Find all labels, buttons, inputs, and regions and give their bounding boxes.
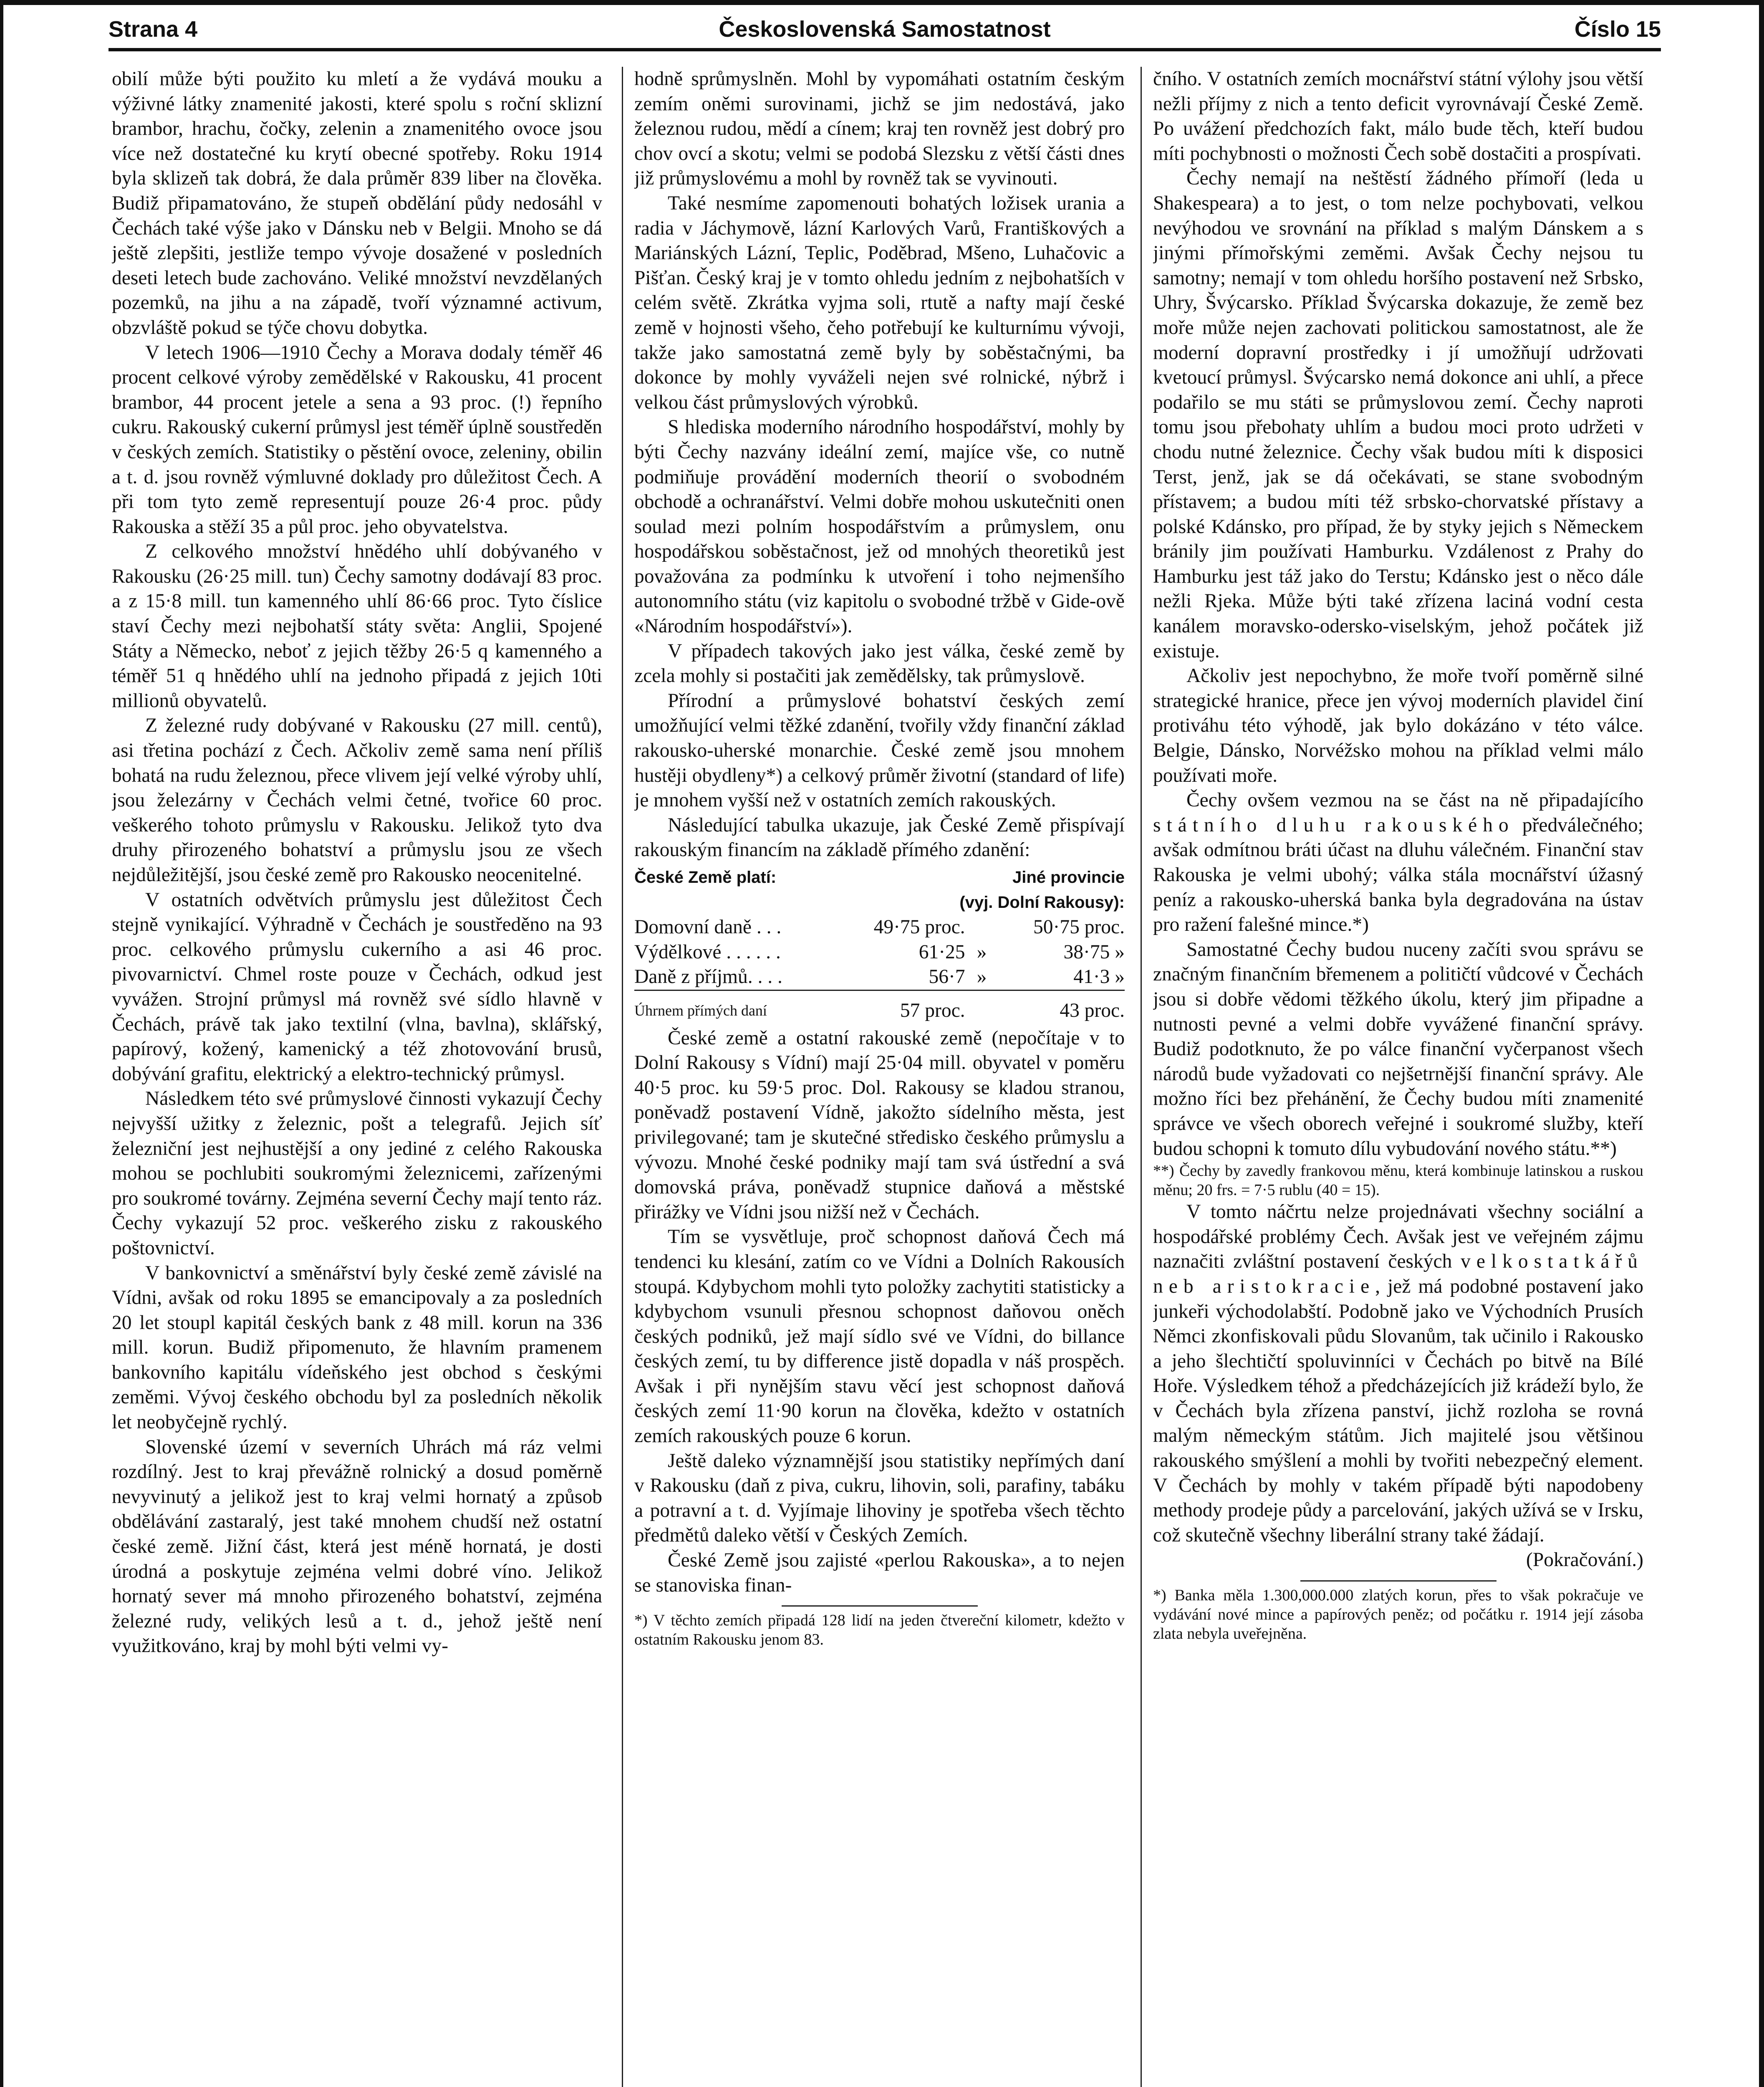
footnote: **) Čechy by zavedly frankovou měnu, která kombinuje latinskou a ruskou měnu; 20 frs. = 7·5 rublu (40 = 15). bbox=[1153, 1162, 1643, 1199]
paragraph: čního. V ostatních zemích mocnářství státní výlohy jsou větší nežli příjmy z nich a tento deficit vyrovnávají České Země. Po uvážení předchozích fakt, málo bude těch, kteří budou míti pochybnosti o možnosti Čech sobě dostačiti a prospívati. bbox=[1153, 68, 1643, 164]
column-1 bbox=[112, 67, 602, 2087]
column-divider bbox=[1141, 67, 1142, 2087]
header-rule bbox=[109, 48, 1661, 51]
paragraph: Přírodní a průmyslové bohatství českých zemí umožňující velmi těžké zdanění, tvořily vždy finanční základ rakousko-uherské monarchie. České země jsou mnohem hustěji obydleny*) a celkový průměr životní (standard of life) je mnohem vyšší než v ostatních zemích rakouských. bbox=[634, 690, 1125, 811]
paragraph bbox=[1153, 788, 1643, 937]
paragraph: Následkem této své průmyslové činnosti vykazují Čechy nejvyšší užitky z železnic, pošt a telegrafů. Jejich síť železniční jest nejhustější a ony jediné z celého Rakouska mohou se pochlubiti soukromými železnicemi, zařízenými pro soukromé továrny. Zejména severní Čechy mají tento ráz. Čechy vykazují 52 proc. veškerého zisku z rakouského poštovnictví. bbox=[112, 1088, 602, 1259]
table-cell: 49·75 proc. bbox=[873, 916, 965, 938]
paragraph: Ačkoliv jest nepochybno, že moře tvoří poměrně silné strategické hranice, přece jen vývoj moderních plavidel činí protiváhu této výhodě, jak bylo dokázáno v této válce. Belgie, Dánsko, Norvéžsko mohou na příklad velmi málo používati moře. bbox=[1153, 665, 1643, 786]
text-run: V tomto náčrtu nelze projednávati všechny sociální a hospodářské problémy Čech. Avšak jest ve veřejném zájmu naznačiti zvláštní postavení českých bbox=[1153, 1201, 1643, 1273]
footnote: *) Banka měla 1.300,000.000 zlatých korun, přes to však pokračuje ve vydávání nové mince a papírových peněz; od počátku r. 1914 její zásoba zlata nebyla uveřejněna. bbox=[1153, 1587, 1643, 1643]
paragraph: Také nesmíme zapomenouti bohatých ložisek urania a radia v Jáchymově, lázní Karlových Varů, Františkových a Mariánských Lázní, Teplic, Poděbrad, Mšeno, Luhačovic a Pišťan. Český kraj je v tomto ohledu jedním z nejbohatších v celém světě. Zkrátka vyjma soli, rtutě a nafty mají české země v hojnosti všeho, čeho potřebují ke kulturnímu vývoji, takže jako samostatná země byly by soběstačnými, ba dokonce by mohly vyváželi nejen své rolnické, nýbrž i velkou část průmyslových výrobků. bbox=[634, 192, 1125, 413]
paragraph: Následující tabulka ukazuje, jak České Země přispívají rakouským financím na základě přímého zdanění: bbox=[634, 814, 1125, 861]
paragraph: Z železné rudy dobývané v Rakousku (27 mill. centů), asi třetina pochází z Čech. Ačkoliv země sama není příliš bohatá na rudu železnou, přece vlivem její velké výroby uhlí, jsou železárny v Čechách velmi četné, tvořice 60 proc. veškerého tohoto průmyslu v Rakousku. Jelikož tyto dva druhy přirozeného bohatství a průmyslu jsou ze všech nejdůležitější, jsou české země pro Rakousko neocenitelné. bbox=[112, 715, 602, 886]
page-number: Strana 4 bbox=[109, 17, 198, 42]
table-row bbox=[634, 940, 1125, 965]
table-row bbox=[634, 915, 1125, 940]
table-header: Jiné provincie bbox=[1012, 868, 1125, 887]
paragraph: Tím se vysvětluje, proč schopnost daňová Čech má tendenci ku klesání, zatím co ve Vídni a Dolních Rakousích stoupá. Kdybychom mohli tyto položky zachytiti statisticky a kdybychom vsunuli přesnou schopnost daňovou oněch českých podniků, jež mají sídlo své ve Vídni, do billance českých zemí, tu by difference jistě dopadla v náš prospěch. Avšak i při nynějším stavu věcí jest schopnost daňová českých zemí 11·90 korun na člověka, kdežto v ostatních zemích rakouských pouze 6 korun. bbox=[634, 1226, 1125, 1447]
table-cell: 50·75 proc. bbox=[1033, 916, 1125, 938]
table-header-row bbox=[634, 890, 1125, 915]
page-header bbox=[109, 13, 1661, 46]
text-run: předválečného; avšak odmítnou bráti účast na dluhu válečném. Finanční stav Rakouska je velmi ubohý; válka stála mocnářství úžasný peníz a rakousko-uherská banka byla degradována na ústav pro ražení falešné mince.*) bbox=[1153, 814, 1643, 936]
table-cell: Daně z příjmů. . . . bbox=[634, 966, 782, 988]
top-border bbox=[0, 0, 1764, 5]
paragraph: V případech takových jako jest válka, české země by zcela mohly si postačiti jak zemědělsky, tak průmyslově. bbox=[634, 640, 1125, 687]
table-cell: 56·7 bbox=[929, 966, 965, 988]
paragraph: Čechy nemají na neštěstí žádného přímoří (leda u Shakespeara) a to jest, o tom nelze pochybovati, velkou nevýhodou ve srovnání na příklad s malým Dánskem a s jinými přímořskými zeměmi. Avšak Čechy nejsou tu samotny; nemají v tom ohledu horšího postavení než Srbsko, Uhry, Švýcarsko. Příklad Švýcarska dokazuje, že země bez moře může nejen zachovati politickou samostatnost, ale že moderní dopravní prostředky i jí umožňují udržovati kvetoucí průmysl. Švýcarsko nemá dokonce ani uhlí, a přece podařilo se mu státi se průmyslovou zemí. Čechy naproti tomu jsou přebohaty uhlím a budou moci proto udržeti v chodu nutné železnice. Čechy však budou míti k disposici Terst, jenž, jak se dá očekávati, se stane svobodným přístavem; a budou míti též srbsko-chorvatské přístavy a polské Kdánsko, pro případ, že by styky jejich s Německem bránily jim používati Hamburku. Vzdálenost z Prahy do Hamburku jest táž jako do Terstu; Kdánsko jest o něco dále nežli Rjeka. Může býti také zřízena laciná vodní cesta kanálem moravsko-odersko-viselským, jehož počátek již existuje. bbox=[1153, 167, 1643, 662]
continuation-note: (Pokračování.) bbox=[1526, 1549, 1643, 1571]
paragraph: České země a ostatní rakouské země (nepočítaje v to Dolní Rakousy s Vídní) mají 25·04 mill. obyvatel v poměru 40·5 proc. ku 59·5 proc. Dol. Rakousy se kladou stranou, poněvadž postavení Vídně, jakožto sídelního města, jest privilegované; tam je skutečné středisko českého průmyslu a vývozu. Mnohé české podniky mají tam svá ústřední a svá domovská práva, poněvadž stupnice daňová a městské přirážky ve Vídni jsou nižší než v Čechách. bbox=[634, 1027, 1125, 1223]
table-cell: 38·75 » bbox=[1063, 941, 1125, 963]
text-run: , jež má podobné postavení jako junkeři východolabští. Podobně jako ve Východních Prusích Němci zkonfiskovali půdu Slovanům, tak učinilo i Rakousko a jeho šlechtičtí spoluvinníci v Čechách po bitvě na Bílé Hoře. Výsledkem téhož a předcházejících již krádeží bylo, že v Čechách byla zřízena panství, jichž rozloha se rovná malým německým státům. Jich majitelé jsou většinou rakouského smýšlení a mohli by tvořiti nebezpečný element. V Čechách by mohly v takém případě býti napodobeny methody prodeje půdy a parcelování, jakých užívá se v Irsku, což skutečně všechny liberální strany také žádají. bbox=[1153, 1275, 1643, 1546]
paragraph: V letech 1906—1910 Čechy a Morava dodaly téměř 46 procent celkové výroby zemědělské v Rakousku, 41 procent brambor, 44 procent jetele a sena a 93 proc. (!) řepního cukru. Rakouský cukerní průmysl jest téměř úplně soustředěn v českých zemích. Statistiky o pěstění ovoce, zeleniny, obilin a t. d. jsou rovněž výmluvné doklady pro důležitost Čech. A při tom tyto země representují pouze 26·4 proc. půdy Rakouska a stěží 35 a půl proc. jeho obyvatelstva. bbox=[112, 341, 602, 538]
footnote-rule bbox=[1300, 1580, 1496, 1582]
paragraph bbox=[1153, 1200, 1643, 1548]
footnote-rule bbox=[782, 1605, 978, 1607]
table-cell: Výdělkové . . . . . . bbox=[634, 941, 781, 963]
paragraph: Z celkového množství hnědého uhlí dobývaného v Rakousku (26·25 mill. tun) Čechy samotny dodávají 83 proc. a z 15·8 mill. tun kamenného uhlí 86·66 proc. Tyto číslice staví Čechy mezi nejbohatší státy světa: Anglii, Spojené Státy a Německo, neboť z jejich těžby 26·5 q kamenného a téměř 51 q hnědého uhlí na jednoho připadá z jejich 10ti millionů obyvatelů. bbox=[112, 541, 602, 712]
column-2 bbox=[634, 67, 1125, 2087]
column-divider bbox=[622, 67, 623, 2087]
table-cell: 57 proc. bbox=[839, 990, 965, 1023]
table-header-row bbox=[634, 865, 1125, 890]
table-header: České Země platí: bbox=[634, 868, 777, 887]
paragraph: V bankovnictví a směnářství byly české země závislé na Vídni, avšak od roku 1895 se emancipovaly a za posledních 20 let stoupl kapitál českých bank z 48 mill. korun na 336 mill. korun. Budiž připomenuto, že hlavním pramenem bankovního kapitálu vídeňského jest obchod s českými zeměmi. Vývoj českého obchodu byl za posledních několik let neobyčejně rychlý. bbox=[112, 1262, 602, 1433]
column-3 bbox=[1153, 67, 1643, 2087]
table-header: (vyj. Dolní Rakousy): bbox=[959, 893, 1125, 912]
paragraph: obilí může býti použito ku mletí a že vydává mouku a výživné látky znamenité jakosti, které spolu s roční sklizní brambor, hrachu, čočky, zelenin a znamenitého ovoce jsou více než dostatečné ku krytí obecné spotřeby. Roku 1914 byla sklizeň tak dobrá, že dala průměr 839 liber na člověka. Budiž připamatováno, že stupeň obdělání půdy nedosáhl v Čechách také výše jako v Dánsku neb v Belgii. Mnoho se dá ještě zlepšiti, jestliže tempo vývoje dosažené v posledních deseti letech bude zachováno. Veliké množství nevzdělaných pozemků, na jihu a na západě, tvoří významné activum, obzvláště pokud se týče chovu dobytka. bbox=[112, 68, 602, 339]
table-row bbox=[634, 965, 1125, 990]
spaced-text: velkostatkářů neb aristokracie bbox=[1153, 1251, 1643, 1297]
paragraph: Slovenské území v severních Uhrách má ráz velmi rozdílný. Jest to kraj převážně rolnický a dosud poměrně nevyvinutý a jelikož jest to kraj velmi hornatý a způsob obdělávání zastaralý, jest také mnohem chudší než ostatní české země. Jižní část, která jest méně hornatá, je dosti úrodná a poskytuje zejména velmi dobré víno. Jelikož hornatý sever má mnoho přirozeného bohatství, zejména železné rudy, velikých lesů a t. d., jehož ještě není využitkováno, kraj by mohl býti velmi vy- bbox=[112, 1436, 602, 1657]
tax-table bbox=[634, 865, 1125, 1023]
paragraph: S hlediska moderního národního hospodářství, mohly by býti Čechy nazvány ideální zemí, majíce vše, co nutně podmiňuje provádění moderních theorií o svobodném obchodě a ochranářství. Velmi dobře mohou uskutečniti onen soulad mezi polním hospodářstvím a průmyslem, onu hospodářskou soběstačnost, jež od mnohých theoretiků jest považována za podmínku k utvoření i toho nejmenšího autonomního státu (viz kapitolu o svobodné tržbě v Gide-ově «Národním hospodářství»). bbox=[634, 416, 1125, 637]
issue-number: Číslo 15 bbox=[1574, 17, 1661, 42]
table-cell: 43 proc. bbox=[999, 990, 1125, 1023]
paragraph: České Země jsou zajisté «perlou Rakouska», a to nejen se stanoviska finan- bbox=[634, 1549, 1125, 1596]
table-cell: 61·25 bbox=[919, 941, 965, 963]
spaced-text: státního dluhu rakouského bbox=[1153, 814, 1514, 836]
table-total-row bbox=[634, 990, 1125, 1023]
right-border bbox=[1759, 0, 1764, 2087]
footnote: *) V těchto zemích připadá 128 lidí na jeden čtvereční kilometr, kdežto v ostatním Rakousku jenom 83. bbox=[634, 1612, 1125, 1649]
paragraph: V ostatních odvětvích průmyslu jest důležitost Čech stejně vynikající. Výhradně v Čechách je soustředěno na 93 proc. celkového průmyslu cukerního a asi 46 proc. pivovarnictví. Chmel roste pouze v Čechách, odkud jest vyvážen. Strojní průmysl má rovněž své sídlo hlavně v Čechách, právě tak jako textilní (vlna, bavlna), sklářský, papírový, kožený, kamenický a též zhotovování brusů, dobývání grafitu, elektrický a elektro-technický průmysl. bbox=[112, 889, 602, 1085]
table-cell: 41·3 » bbox=[1073, 966, 1125, 988]
paragraph: Ještě daleko významnější jsou statistiky nepřímých daní v Rakousku (daň z piva, cukru, lihovin, soli, parafiny, tabáku a potravní a t. d. Vyjímaje lihoviny je spotřeba všech těchto předmětů daleko větší v Českých Zemích. bbox=[634, 1450, 1125, 1546]
paragraph: Samostatné Čechy budou nuceny začíti svou správu se značným finančním břemenem a političtí vůdcové v Čechách jsou si dobře vědomi těžkého úkolu, který jim připadne a nutnosti pevné a velmi dobře vyvážené finanční správy. Budiž podotknuto, že po válce finanční vyčerpanost všech národů bude vyžadovati co nejšetrnější finanční správy. Ale možno říci bez přehánění, že Čechy budou míti znamenité správce ve všech oborech veřejné i soukromé služby, kteří budou schopni k tomuto dílu vybudování nového státu.**) bbox=[1153, 938, 1643, 1160]
newspaper-title: Československá Samostatnost bbox=[719, 17, 1051, 42]
table-cell: » bbox=[977, 966, 987, 988]
text-run: Čechy ovšem vezmou na se část na ně připadajícího bbox=[1186, 789, 1643, 811]
left-border bbox=[0, 0, 3, 2087]
table-cell bbox=[965, 915, 999, 940]
paragraph: hodně sprůmyslněn. Mohl by vypomáhati ostatním českým zemím oněmi surovinami, jichž se jim nedostává, jako železnou rudou, mědí a cínem; kraj ten rovněž jest dobrý pro chov ovcí a skotu; velmi se podobá Slezsku z větší části dnes již průmyslovému a mohl by rovněž tak se vyvinouti. bbox=[634, 68, 1125, 189]
table-cell: Domovní daně . . . bbox=[634, 916, 782, 938]
table-cell: » bbox=[977, 941, 987, 963]
table-cell: Úhrnem přímých daní bbox=[634, 990, 839, 1023]
